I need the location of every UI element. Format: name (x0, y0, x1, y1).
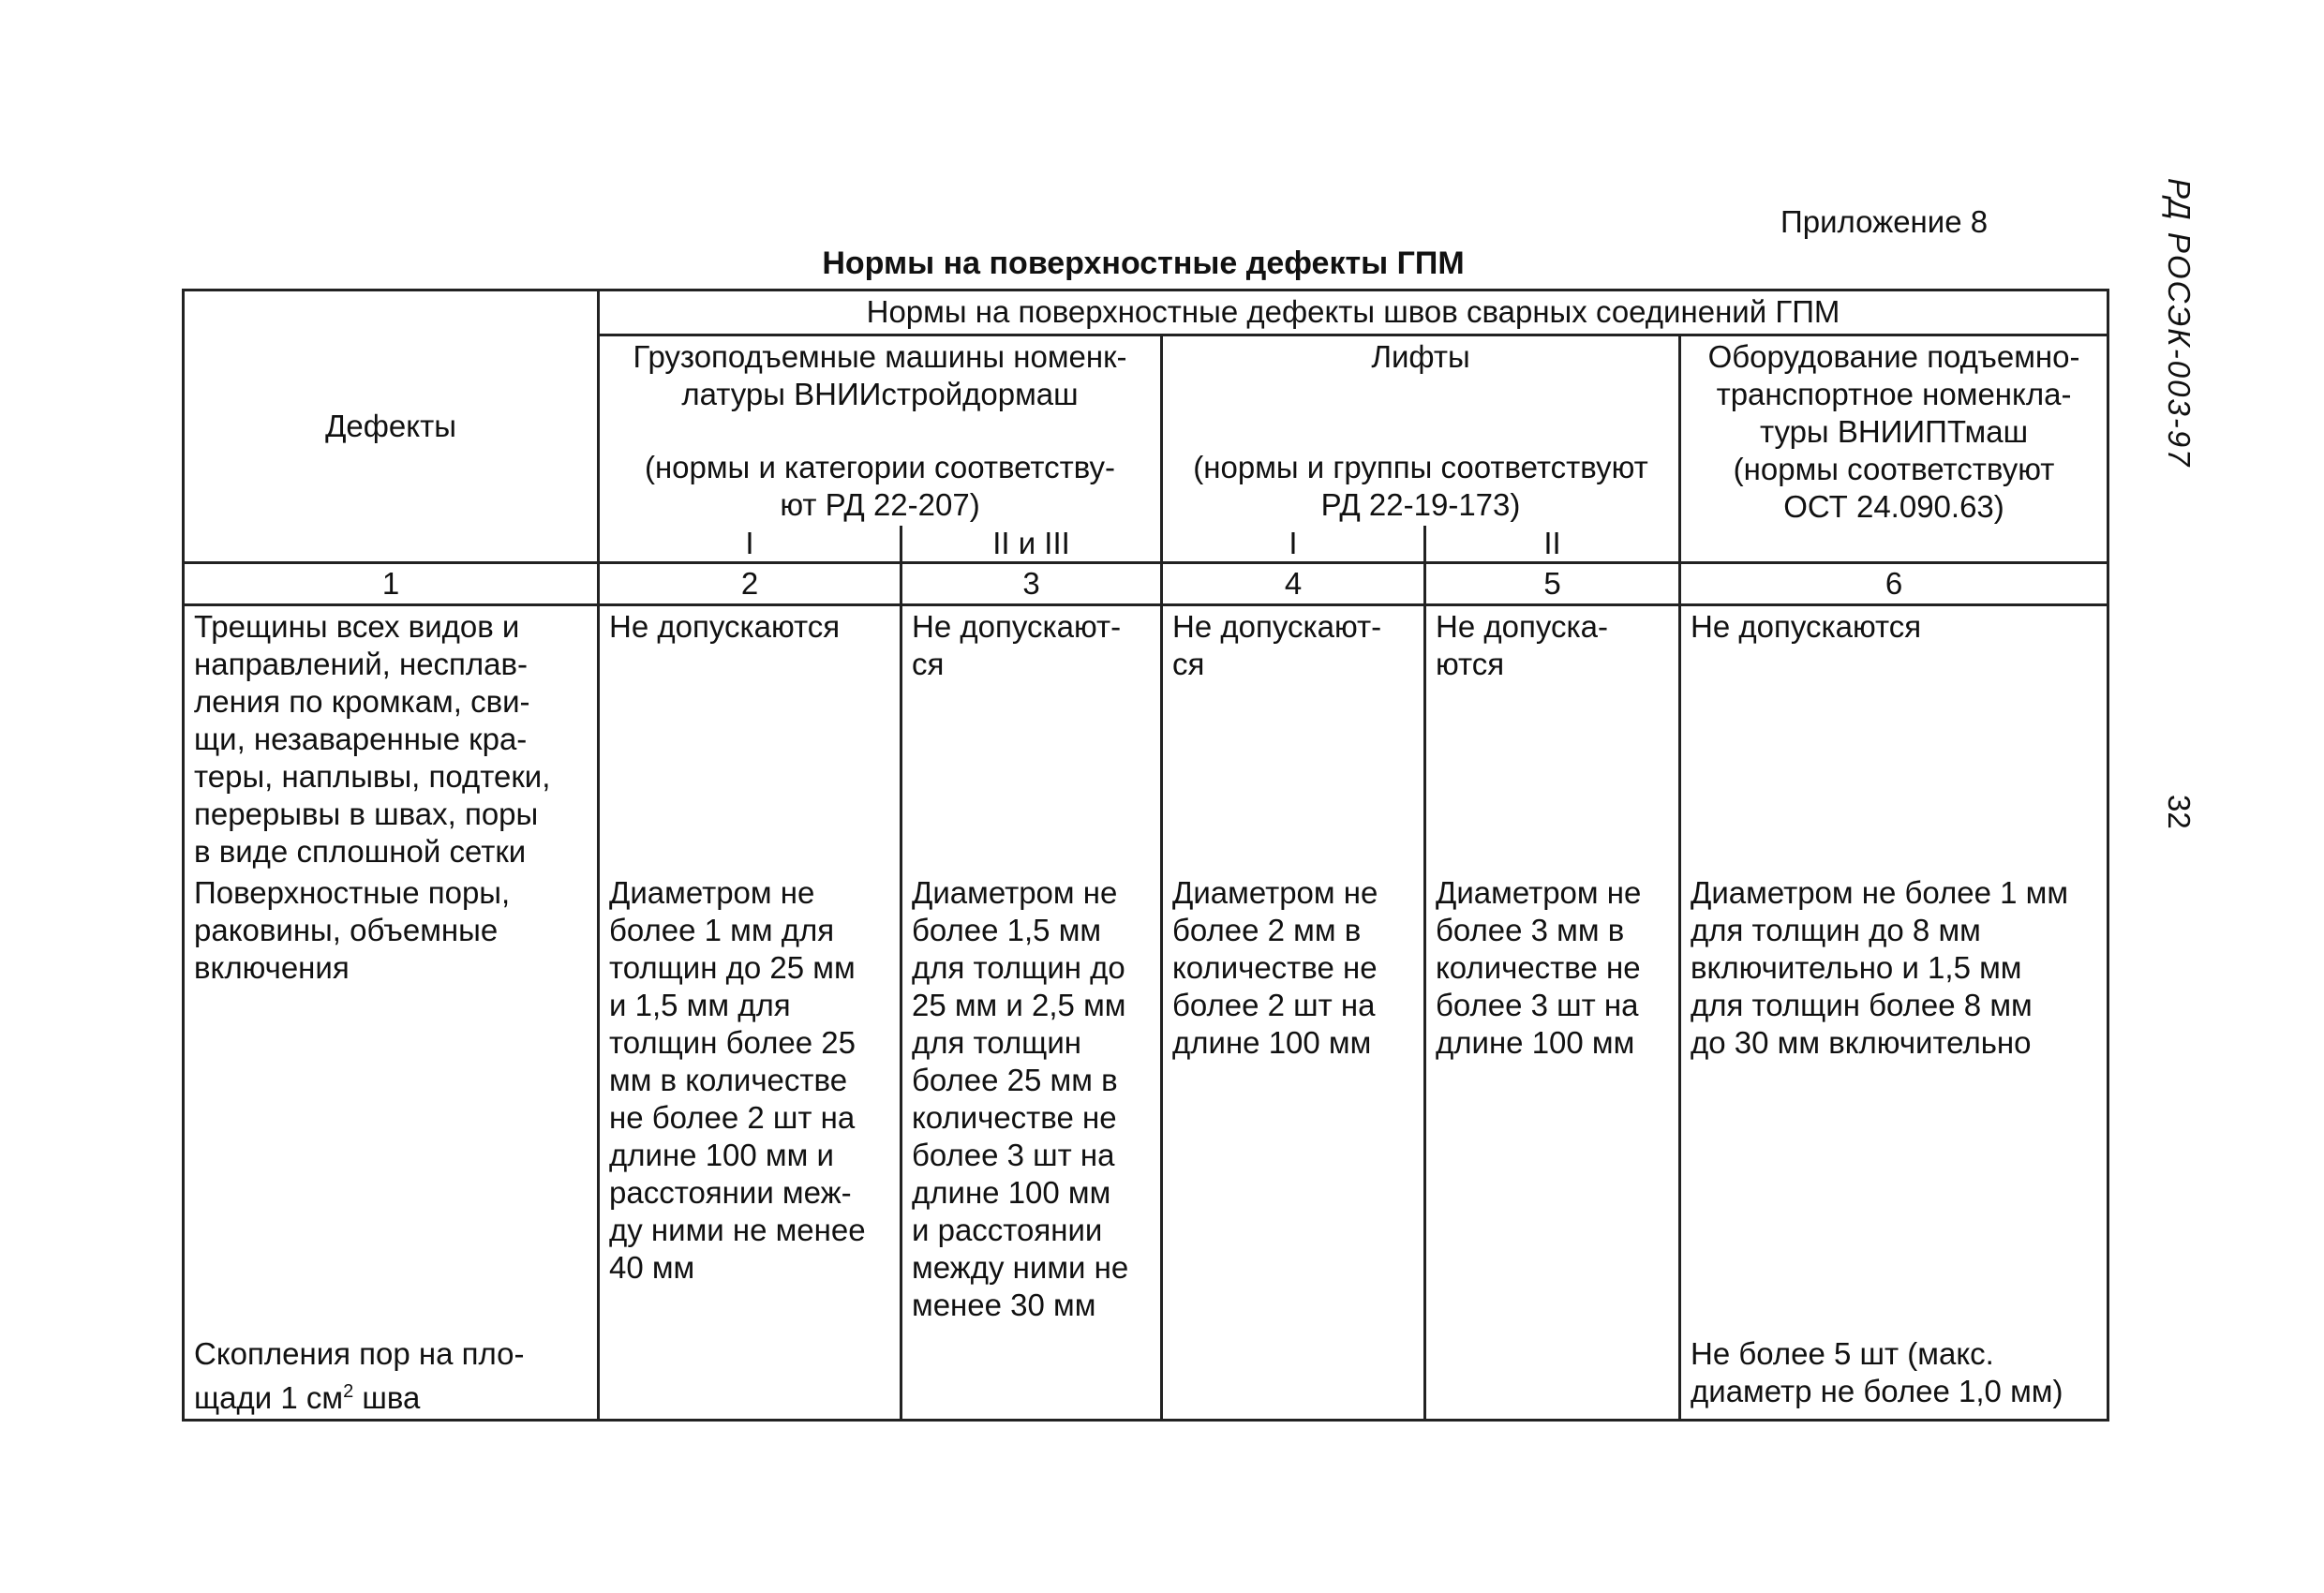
norm-cell: Не более 5 шт (макс. диаметр не более 1,0 мм) (1680, 1333, 2108, 1421)
category-cell: II (1425, 526, 1680, 563)
norm-cell (1425, 1333, 1680, 1421)
appendix-label: Приложение 8 (1780, 204, 1989, 239)
norm-cell: Не допускаются (1680, 605, 2108, 873)
document-code: РД РОСЭК-003-97 (2162, 178, 2197, 469)
norm-cell (1162, 1333, 1425, 1421)
norm-cell: Диаметром не более 3 мм в количестве не более 3 шт на длине 100 мм (1425, 872, 1680, 1333)
norm-cell: Диаметром не более 2 мм в количестве не более 2 шт на длине 100 мм (1162, 872, 1425, 1333)
page-title: Нормы на поверхностные дефекты ГПМ (822, 246, 1465, 281)
column-number: 5 (1425, 563, 1680, 605)
defects-header: Дефекты (184, 290, 599, 563)
table-row (184, 605, 2108, 873)
column-number: 1 (184, 563, 599, 605)
category-cell: I (1162, 526, 1425, 563)
norm-cell: Не допускают- ся (1162, 605, 1425, 873)
page-number: 32 (2162, 795, 2197, 829)
group-note: (нормы и категории соответству- ют РД 22-207) (644, 450, 1116, 522)
norm-cell: Диаметром не более 1 мм для толщин до 25 мм и 1,5 мм для толщин более 25 мм в количестве не более 2 шт на длине 100 мм и расстоянии меж- ду ними не менее 40 мм (599, 872, 901, 1333)
column-number: 6 (1680, 563, 2108, 605)
defect-cell: Скопления пор на пло- щади 1 $см^2$ шва (184, 1333, 599, 1421)
category-cell: II и III (901, 526, 1162, 563)
defect-cell: Трещины всех видов и направлений, несплав- ления по кромкам, сви- щи, незаваренные кра- теры, наплывы, подтеки, перерывы в швах, поры в виде сплошной сетки (184, 605, 599, 873)
table-row (184, 872, 2108, 1333)
group-name: Грузоподъемные машины номенк- латуры ВНИИстройдормаш (633, 339, 1127, 411)
group-vniistroydormash (599, 335, 1162, 527)
norms-header: Нормы на поверхностные дефекты швов сварных соединений ГПМ (599, 290, 2108, 335)
norm-cell: Не допуска- ются (1425, 605, 1680, 873)
group-name: Лифты (1371, 339, 1470, 374)
group-name: Оборудование подъемно- транспортное номенкла- туры ВНИИПТмаш (нормы соответствуют ОСТ 24.090.63) (1707, 339, 2080, 524)
norm-cell: Диаметром не более 1 мм для толщин до 8 мм включительно и 1,5 мм для толщин более 8 мм до 30 мм включительно (1680, 872, 2108, 1333)
group-lifts (1162, 335, 1680, 527)
group-note: (нормы и группы соответствуют РД 22-19-173) (1193, 450, 1648, 522)
column-number: 2 (599, 563, 901, 605)
defect-cell: Поверхностные поры, раковины, объемные включения (184, 872, 599, 1333)
norm-cell: Не допускают- ся (901, 605, 1162, 873)
column-number: 3 (901, 563, 1162, 605)
group-vniiptmash (1680, 335, 2108, 563)
column-number: 4 (1162, 563, 1425, 605)
norm-cell: Диаметром не более 1,5 мм для толщин до 25 мм и 2,5 мм для толщин более 25 мм в количестве не более 3 шт на длине 100 мм и расстоянии между ними не менее 30 мм (901, 872, 1162, 1333)
table-row (184, 1333, 2108, 1421)
category-cell: I (599, 526, 901, 563)
norm-cell (901, 1333, 1162, 1421)
defects-norms-table (182, 289, 2109, 1422)
norm-cell: Не допускаются (599, 605, 901, 873)
norm-cell (599, 1333, 901, 1421)
